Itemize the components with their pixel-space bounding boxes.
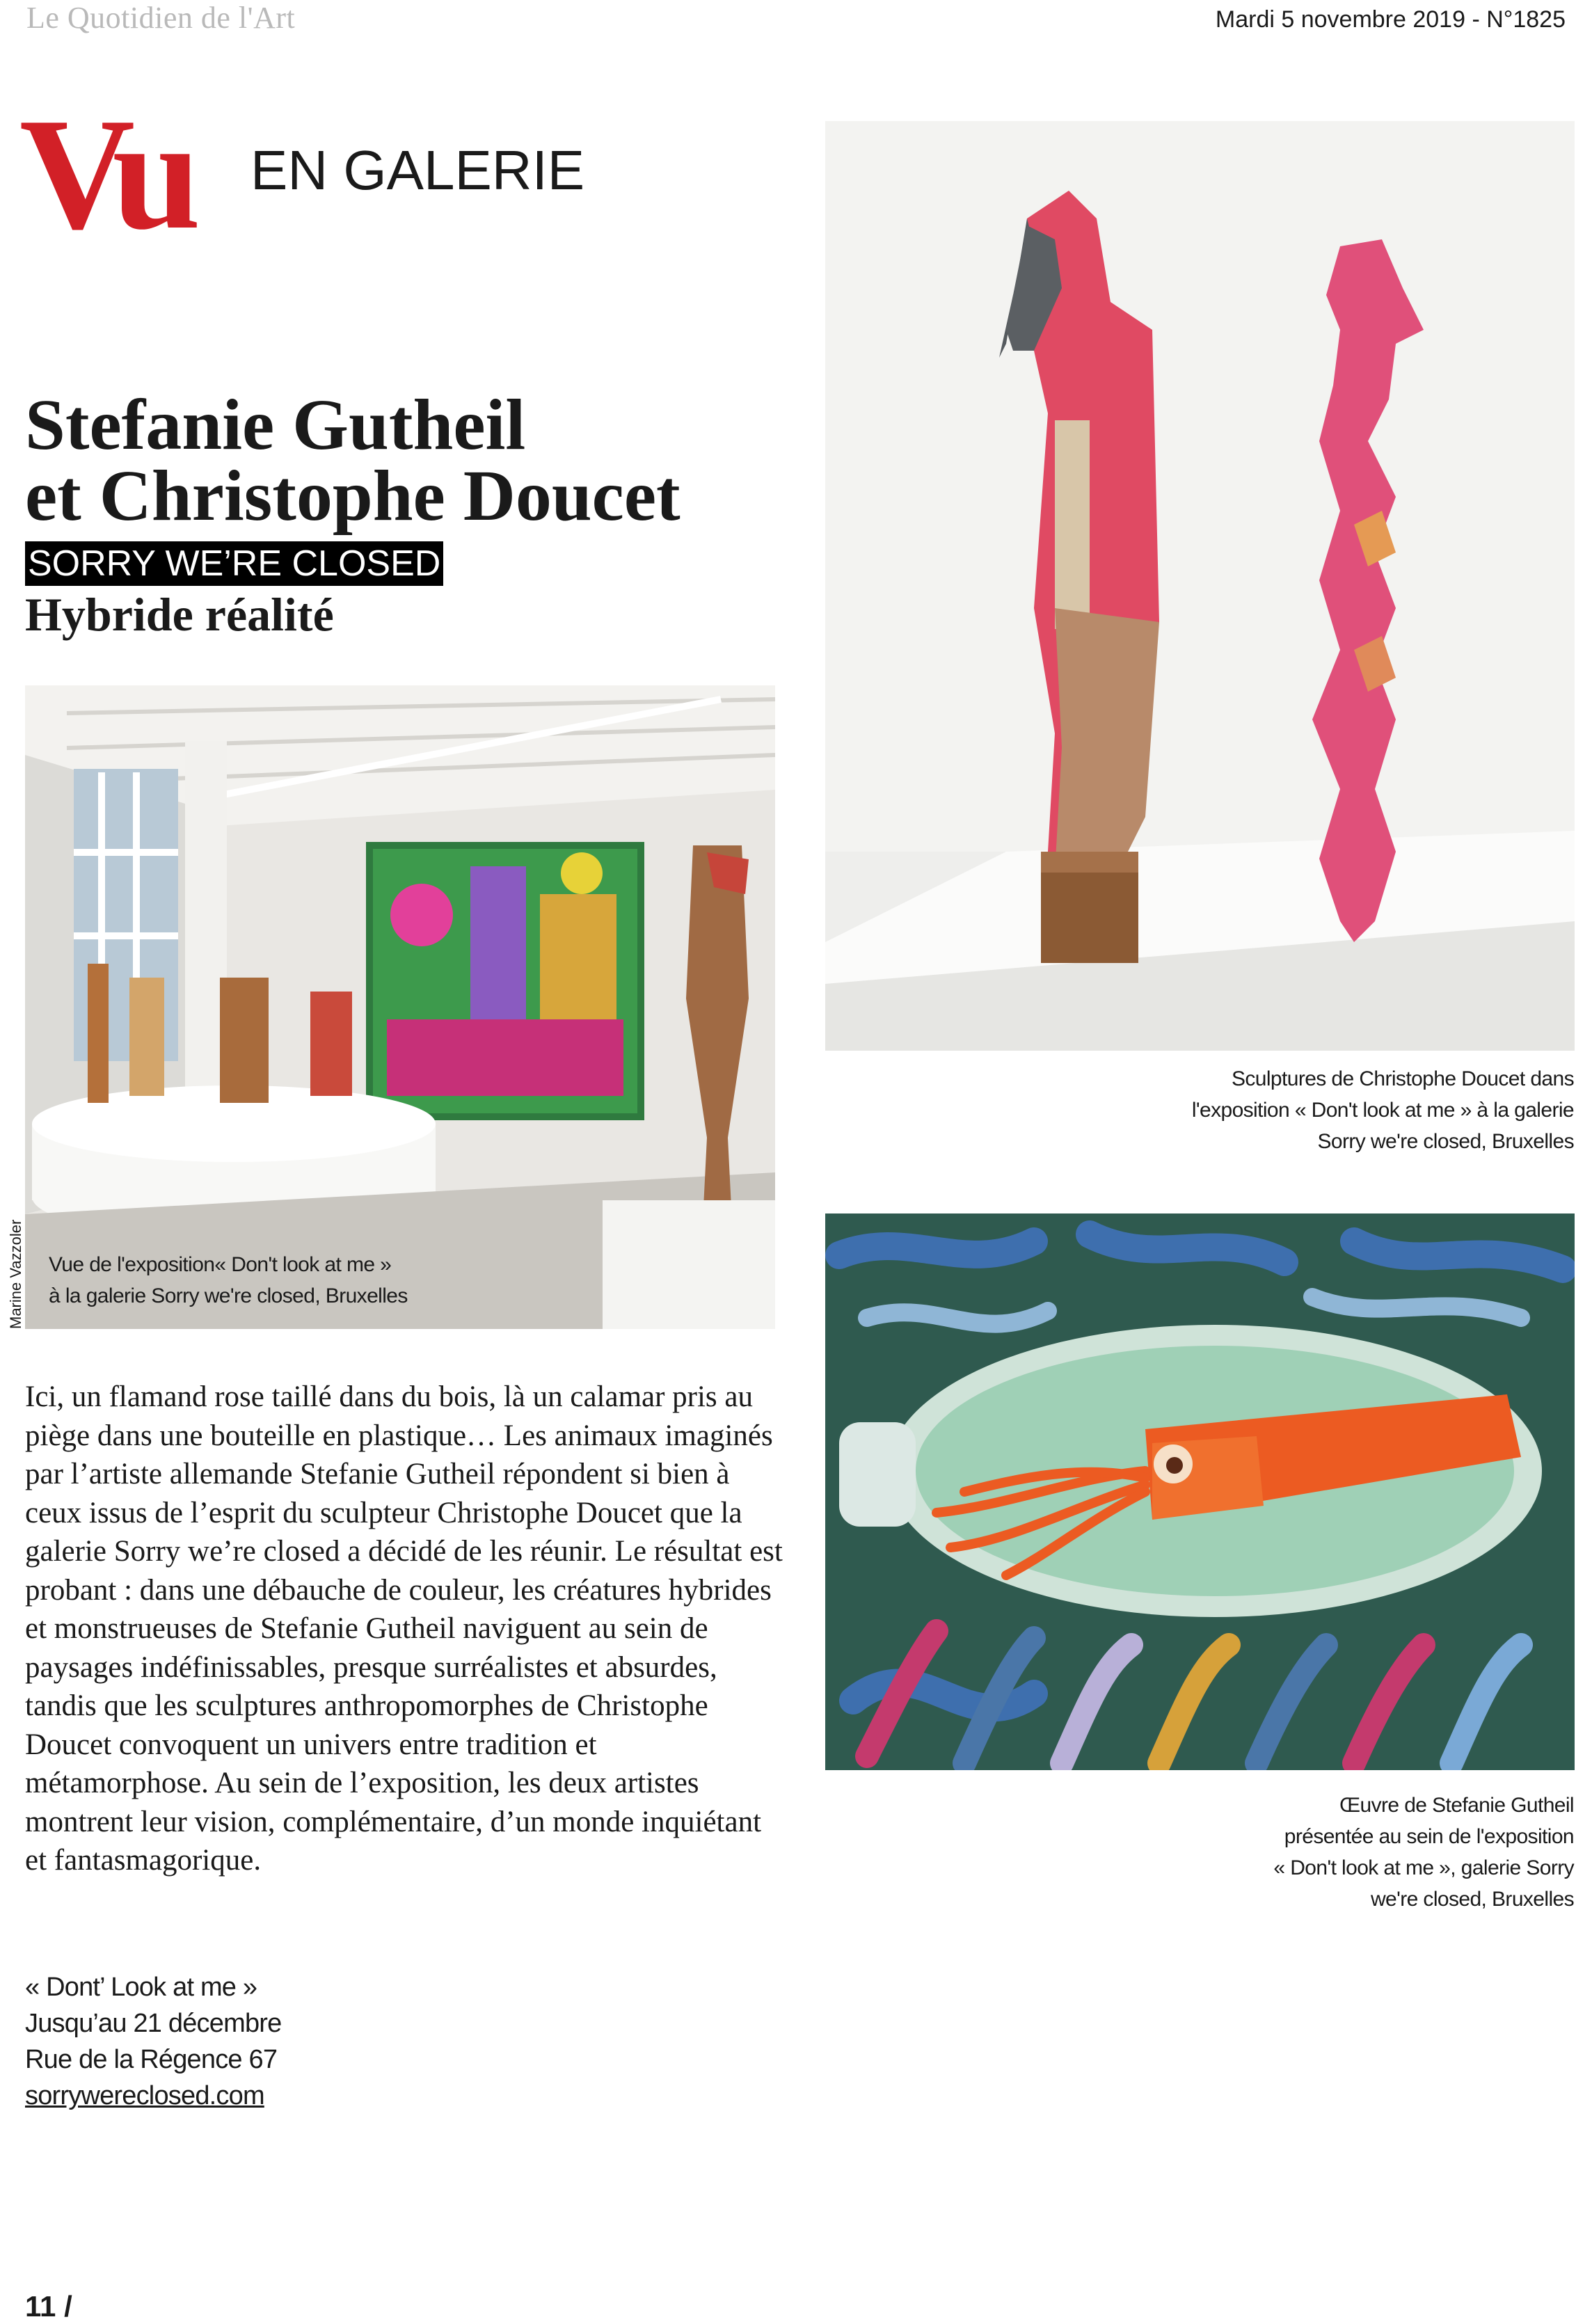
title-line-1: Stefanie Gutheil [25, 385, 526, 465]
page-number: 11 / [25, 2290, 72, 2323]
sculptures-caption [1129, 1063, 1574, 1157]
exhibition-address: Rue de la Régence 67 [25, 2045, 278, 2074]
squid-caption-line-1: Œuvre de Stefanie Gutheil [1339, 1794, 1574, 1817]
section-logo: Vu [19, 85, 193, 262]
squid-caption [1254, 1790, 1574, 1915]
exhibition-title: « Dont’ Look at me » [25, 1973, 257, 2002]
sculptures-caption-line-2: l'exposition « Don't look at me » à la galerie [1191, 1099, 1574, 1122]
gallery-caption [49, 1249, 438, 1312]
issue-date: Mardi 5 novembre 2019 - N°1825 [1215, 6, 1566, 33]
squid-caption-line-4: we're closed, Bruxelles [1370, 1888, 1574, 1911]
title-line-2: et Christophe Doucet [25, 456, 680, 536]
section-label: EN GALERIE [250, 139, 585, 201]
gallery-view-photo [25, 685, 775, 1329]
squid-painting [825, 1213, 1575, 1770]
squid-caption-line-2: présentée au sein de l'exposition [1284, 1825, 1574, 1848]
sculptures-photo [825, 121, 1575, 1051]
masthead-logo: Le Quotidien de l'Art [26, 1, 296, 35]
exhibition-dates: Jusqu’au 21 décembre [25, 2009, 282, 2038]
gallery-caption-line-1: Vue de l'exposition« Don't look at me » [49, 1253, 392, 1276]
squid-caption-line-3: « Don't look at me », galerie Sorry [1273, 1856, 1574, 1879]
gallery-kicker: SORRY WE’RE CLOSED [25, 541, 443, 586]
article-subtitle: Hybride réalité [25, 588, 334, 641]
article-body: Ici, un flamand rose taillé dans du bois, là un calamar pris au piège dans une bouteille en plastique… Les animaux imaginés par l’artiste allemande Stefanie Gutheil répondent si bien à ceux issus de l’esprit du sculpteur Christophe Doucet que la galerie Sorry we’re closed a décidé de les réunir. Le résultat est probant : dans une débauche de couleur, les créatures hybrides et monstrueuses de Stefanie Gutheil naviguent au sein de paysages indéfinissables, presque surréalistes et absurdes, tandis que les sculptures anthropomorphes de Christophe Doucet convoquent un univers entre tradition et métamorphose. Au sein de l’exposition, les deux artistes montrent leur vision, complémentaire, d’un monde inquiétant et fantasmagorique. [25, 1380, 783, 1877]
sculptures-caption-line-3: Sorry we're closed, Bruxelles [1317, 1130, 1574, 1153]
article-title [25, 385, 790, 536]
gallery-website-link[interactable]: sorrywereclosed.com [25, 2081, 264, 2110]
exhibition-info [25, 1969, 281, 2114]
photo-credit: Marine Vazzoler [7, 1219, 24, 1329]
sculptures-caption-line-1: Sculptures de Christophe Doucet dans [1231, 1067, 1574, 1090]
gallery-caption-line-2: à la galerie Sorry we're closed, Bruxelles [49, 1284, 408, 1307]
